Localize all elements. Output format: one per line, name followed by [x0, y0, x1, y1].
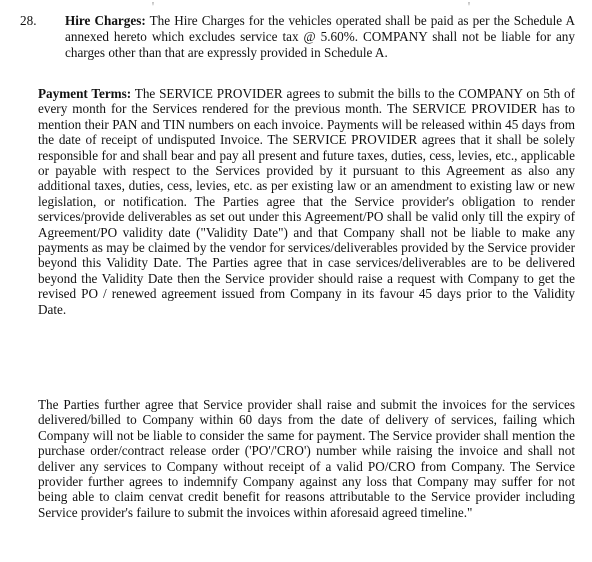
clause-body	[65, 13, 575, 61]
clause-text: The Hire Charges for the vehicles operated shall be paid as per the Schedule A annexed hereto which excludes service tax @ 5.60%. COMPANY shall not be liable for any charges other than that are expressly provided in Schedule A.	[65, 13, 576, 60]
scan-mark: ꞌ	[468, 0, 470, 12]
scan-mark: ꞌ	[152, 0, 154, 12]
further-terms-paragraph	[38, 397, 575, 520]
further-terms-text: The Parties further agree that Service provider shall raise and submit the invoices for the services delivered/billed to Company within 60 days from the date of delivery of services, failing which Company will not be liable to consider the same for payment. The Service provider shall mention the purchase order/contract release order ('PO'/'CRO') number while raising the invoice and shall not deliver any services to Company without receipt of a valid PO/CRO from Company. The Service provider further agrees to indemnify Company against any loss that Company may suffer for not being able to claim cenvat credit benefit for reasons attributable to the Service provider including Service provider's failure to submit the invoices within aforesaid agreed timeline."	[38, 397, 575, 520]
clause-heading: Hire Charges:	[65, 13, 146, 28]
clause-28	[20, 13, 575, 61]
payment-terms-text: The SERVICE PROVIDER agrees to submit the bills to the COMPANY on 5th of every month for the Services rendered for the previous month. The SERVICE PROVIDER has to mention their PAN and TIN numbers on each invoice. Payments will be released within 45 days from the date of receipt of undisputed Invoice. The SERVICE PROVIDER agrees that it shall be solely responsible for and shall bear and pay all present and future taxes, duties, cess, levies, etc., applicable or payable with respect to the Services provided by it pursuant to this Agreement as also any additional taxes, duties, cess, levies, etc. as per existing law or an amendment to existing law or new legislation, or notification. The Parties agree that the Service provider's obligation to render services/provide deliverables as set out under this Agreement/PO shall be valid only till the expiry of Agreement/PO validity date ("Validity Date") and that Company shall not be liable to make any payments as may be claimed by the vendor for services/deliverables provided by the Service provider beyond this Validity Date. The Parties agree that in case services/deliverables are to be delivered beyond the Validity Date then the Service provider should raise a request with Company to get the revised PO / renewed agreement issued from Company in its favour 45 days prior to the Validity Date.	[38, 86, 575, 317]
clause-number: 28.	[20, 13, 37, 28]
payment-terms-paragraph	[38, 86, 575, 317]
payment-terms-heading: Payment Terms:	[38, 86, 132, 101]
